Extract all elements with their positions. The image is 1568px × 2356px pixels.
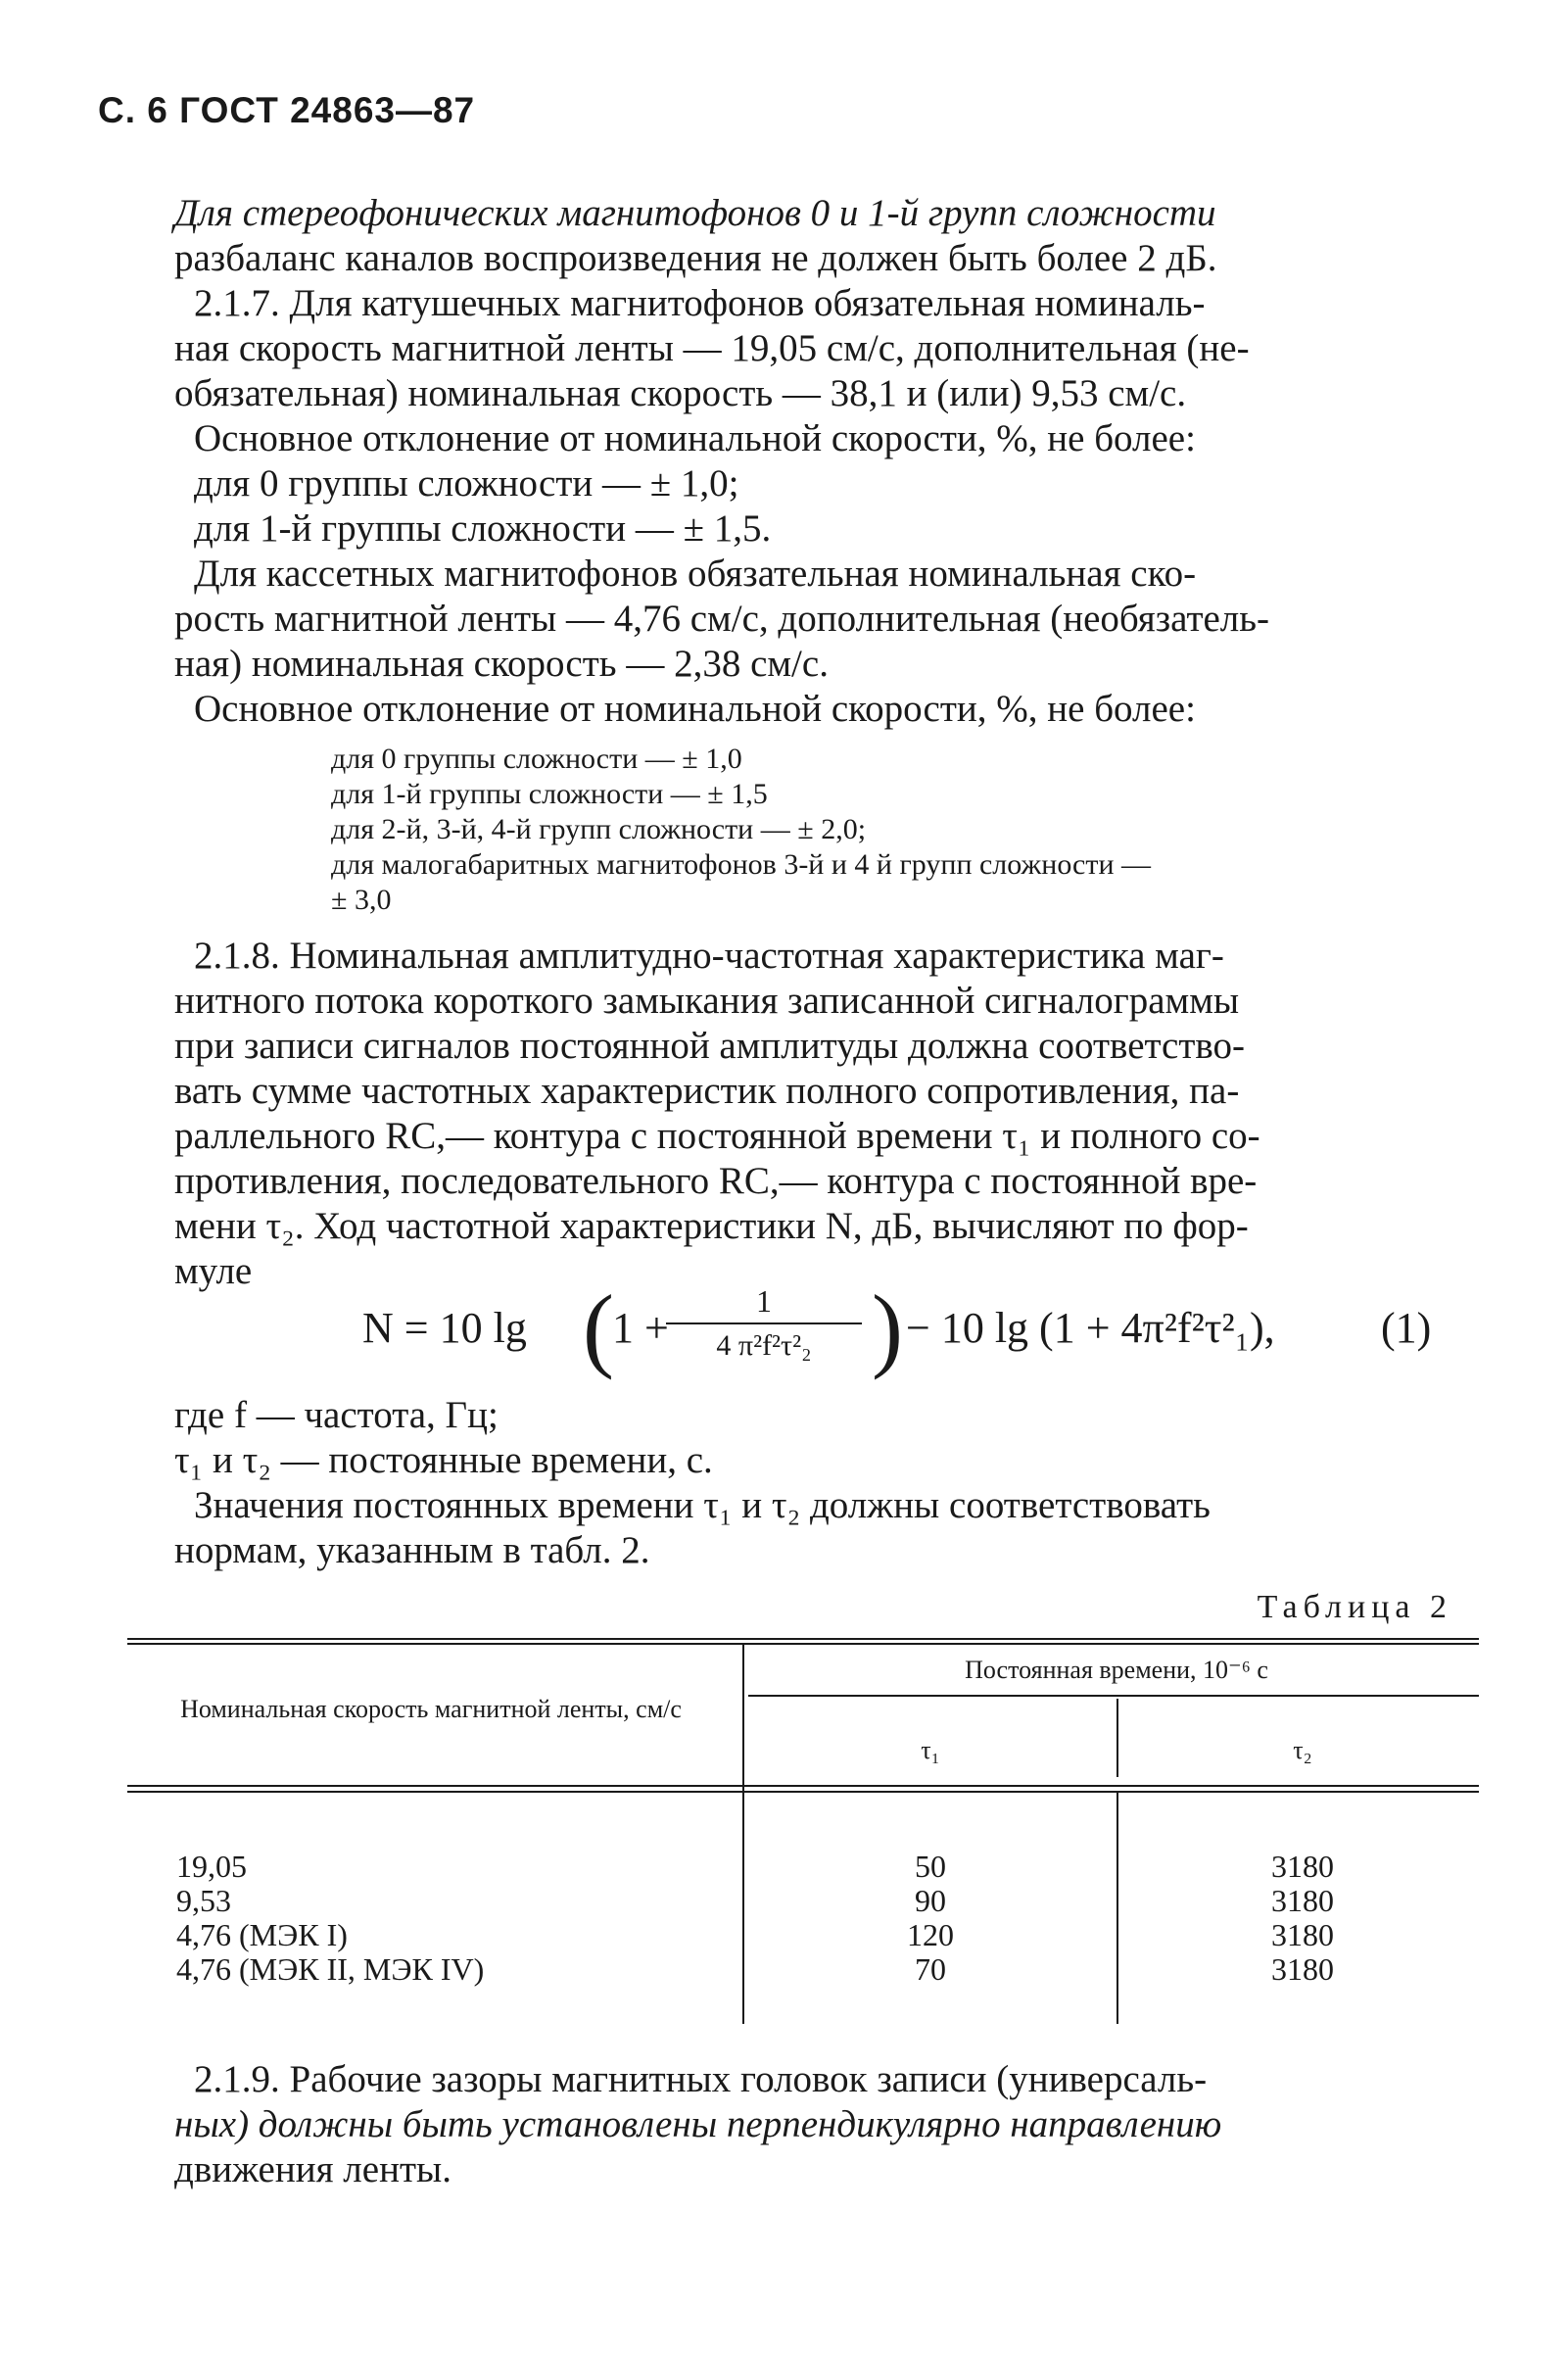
text-line: мени τ₂. Ход частотной характеристики N, дБ, вычисляют по фор- <box>174 1205 1249 1247</box>
text-line: рость магнитной ленты — 4,76 см/с, дополнительная (необязатель- <box>174 598 1270 640</box>
table-cell-t2: 3180 <box>1271 1951 1334 1987</box>
text-line: Для кассетных магнитофонов обязательная номинальная ско- <box>194 553 1197 595</box>
fraction-numerator: 1 <box>756 1283 772 1319</box>
small-list-item: для 2-й, 3-й, 4-й групп сложности — ± 2,0; <box>331 813 867 845</box>
clause-2-1-7: 2.1.7. Для катушечных магнитофонов обязательная номиналь- <box>194 282 1206 324</box>
table-header-rule <box>127 1785 1479 1787</box>
table-header-rule-2 <box>127 1791 1479 1793</box>
text-line: муле <box>174 1250 253 1292</box>
formula-number: (1) <box>1381 1304 1432 1352</box>
text-line: противления, последовательного RC,— контура с постоянной вре- <box>174 1160 1258 1202</box>
table-cell-t2: 3180 <box>1271 1917 1334 1952</box>
clause-2-1-9: 2.1.9. Рабочие зазоры магнитных головок записи (универсаль- <box>194 2058 1208 2100</box>
table-cell-t1: 70 <box>915 1951 946 1987</box>
text-line: для 1-й группы сложности — ± 1,5. <box>194 507 772 550</box>
text-line: при записи сигналов постоянной амплитуды должна соответство- <box>174 1025 1246 1067</box>
table-cell-speed: 4,76 (МЭК I) <box>176 1917 348 1952</box>
table-subcol-divider <box>1117 1699 1118 1777</box>
small-list-item: для 1-й группы сложности — ± 1,5 <box>331 778 768 810</box>
col-speed-header: Номинальная скорость магнитной ленты, см/с <box>180 1695 682 1723</box>
table-group-rule <box>748 1695 1479 1697</box>
formula-right: − 10 lg (1 + 4π²f²τ²₁), <box>906 1304 1275 1352</box>
col-t1-header: τ₁ <box>921 1736 940 1764</box>
text-line: ная скорость магнитной ленты — 19,05 см/с, дополнительная (не- <box>174 327 1250 369</box>
page-header: С. 6 ГОСТ 24863—87 <box>98 90 476 130</box>
text-line: движения ленты. <box>174 2148 451 2190</box>
table-top-rule <box>127 1638 1479 1640</box>
text-line: ная) номинальная скорость — 2,38 см/с. <box>174 643 829 685</box>
formula-close-paren: ) <box>872 1275 903 1380</box>
formula-fraction <box>666 1281 862 1364</box>
text-line: обязательная) номинальная скорость — 38,1 и (или) 9,53 см/с. <box>174 372 1187 414</box>
text-line: вать сумме частотных характеристик полного сопротивления, па- <box>174 1070 1240 1112</box>
table-cell-t2: 3180 <box>1271 1849 1334 1884</box>
small-list-item: для 0 группы сложности — ± 1,0 <box>331 743 742 775</box>
col-t2-header: τ₂ <box>1293 1736 1312 1764</box>
table-cell-speed: 9,53 <box>176 1883 231 1918</box>
formula-1 <box>362 1275 1489 1380</box>
formula-one-plus: 1 + <box>612 1304 669 1352</box>
table-cell-t2: 3180 <box>1271 1883 1334 1918</box>
text-line: раллельного RC,— контура с постоянной времени τ₁ и полного со- <box>174 1115 1260 1157</box>
table-cell-speed: 4,76 (МЭК II, МЭК IV) <box>176 1951 485 1987</box>
table-cell-speed: 19,05 <box>176 1849 247 1884</box>
text-line: τ₁ и τ₂ — постоянные времени, с. <box>174 1439 713 1481</box>
text-line: для 0 группы сложности — ± 1,0; <box>194 462 739 505</box>
col-group-header: Постоянная времени, 10⁻⁶ с <box>965 1656 1268 1684</box>
formula-left: N = 10 lg <box>362 1304 527 1352</box>
small-list-item: для малогабаритных магнитофонов 3-й и 4 й групп сложности — <box>331 848 1152 881</box>
table-col-divider <box>742 1644 744 2024</box>
table-2 <box>127 1638 1479 2030</box>
text-line: ных) должны быть установлены перпендикулярно направлению <box>174 2103 1222 2145</box>
text-line: Основное отклонение от номинальной скорости, %, не более: <box>194 688 1196 730</box>
table-cell-t1: 90 <box>915 1883 946 1918</box>
text-line: разбаланс каналов воспроизведения не должен быть более 2 дБ. <box>174 237 1217 279</box>
text-line: Для стереофонических магнитофонов 0 и 1-й групп сложности <box>174 192 1216 234</box>
table-cell-t1: 120 <box>907 1917 954 1952</box>
table-caption: Таблица 2 <box>1257 1589 1452 1625</box>
formula-open-paren: ( <box>583 1275 614 1380</box>
small-list-item: ± 3,0 <box>331 884 392 916</box>
text-line: нормам, указанным в табл. 2. <box>174 1529 650 1571</box>
table-body-col-divider <box>1117 1793 1118 2024</box>
text-line: где f — частота, Гц; <box>174 1394 499 1436</box>
fraction-denominator: 4 π²f²τ²₂ <box>716 1329 812 1362</box>
table-top-rule-2 <box>127 1643 1479 1645</box>
fraction-bar <box>666 1322 862 1324</box>
text-line: Значения постоянных времени τ₁ и τ₂ должны соответствовать <box>194 1484 1211 1526</box>
text-line: Основное отклонение от номинальной скорости, %, не более: <box>194 417 1196 459</box>
clause-2-1-8: 2.1.8. Номинальная амплитудно-частотная характеристика маг- <box>194 935 1224 977</box>
table-cell-t1: 50 <box>915 1849 946 1884</box>
text-line: нитного потока короткого замыкания записанной сигналограммы <box>174 980 1240 1022</box>
